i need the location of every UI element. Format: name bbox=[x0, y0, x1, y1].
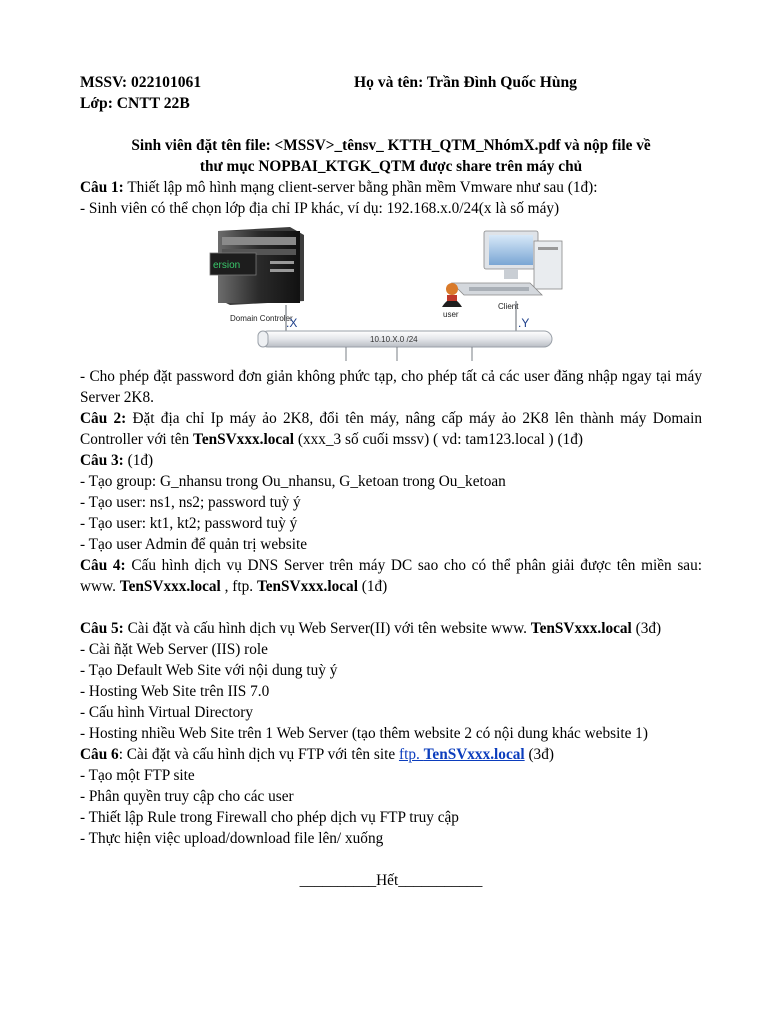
question-6 bbox=[80, 744, 702, 765]
question-5-item: - Hosting Web Site trên IIS 7.0 bbox=[80, 683, 270, 700]
question-5-text: Cài đặt và cấu hình dịch vụ Web Server(II) với tên website www. bbox=[123, 620, 531, 637]
question-3-item: - Tạo user: kt1, kt2; password tuỳ ý bbox=[80, 515, 298, 532]
document-page bbox=[80, 72, 702, 891]
question-2 bbox=[80, 408, 702, 450]
question-3-label: Câu 3: bbox=[80, 452, 124, 469]
question-5-item: - Tạo Default Web Site với nội dung tuỳ ý bbox=[80, 662, 338, 679]
question-1-label: Câu 1: bbox=[80, 179, 124, 196]
question-4-domain-ftp: TenSVxxx.local bbox=[256, 578, 358, 595]
question-6-item: - Tạo một FTP site bbox=[80, 767, 195, 784]
question-3 bbox=[80, 450, 702, 471]
question-3-item: - Tạo user Admin để quản trị website bbox=[80, 536, 307, 553]
user-label: user bbox=[443, 310, 459, 319]
question-5-text-end: (3đ) bbox=[631, 620, 662, 637]
question-5-item: - Cài ñặt Web Server (IIS) role bbox=[80, 641, 268, 658]
ftp-link-prefix: ftp. bbox=[398, 746, 424, 763]
question-4-text-end: (1đ) bbox=[357, 578, 388, 595]
question-4-domain-www: TenSVxxx.local bbox=[119, 578, 221, 595]
server-label: Domain Controler bbox=[230, 314, 293, 323]
question-2-domain: TenSVxxx.local bbox=[193, 431, 295, 448]
question-4 bbox=[80, 555, 702, 597]
question-2-label: Câu 2: bbox=[80, 410, 127, 427]
class-row bbox=[80, 93, 702, 114]
server-icon bbox=[210, 227, 304, 305]
question-1-text: Thiết lập mô hình mạng client-server bằng phần mềm Vmware như sau (1đ): bbox=[123, 179, 598, 196]
question-4-text: Cấu hình dịch vụ DNS Server trên máy DC sao cho có thể phân giải được tên miền sau: www. bbox=[80, 557, 702, 595]
question-6-text: : Cài đặt và cấu hình dịch vụ FTP với tên site bbox=[118, 746, 399, 763]
student-id: MSSV: 022101061 bbox=[80, 74, 202, 91]
question-1 bbox=[80, 177, 702, 198]
question-5-item: - Hosting nhiều Web Site trên 1 Web Server (tạo thêm website 2 có nội dung khác website 1) bbox=[80, 725, 648, 742]
network-label: 10.10.X.0 /24 bbox=[370, 335, 418, 344]
left-ip-label: .X bbox=[286, 316, 298, 330]
question-1-after: - Cho phép đặt password đơn giản không phức tạp, cho phép tất cả các user đăng nhập ngay tại máy Server 2K8. bbox=[80, 368, 702, 406]
document-end: __________Hết___________ bbox=[299, 872, 483, 889]
question-3-points: (1đ) bbox=[123, 452, 154, 469]
question-5-label: Câu 5: bbox=[80, 620, 124, 637]
network-diagram bbox=[80, 221, 702, 366]
question-1-note: - Sinh viên có thể chọn lớp địa chỉ IP khác, ví dụ: 192.168.x.0/24(x là số máy) bbox=[80, 200, 560, 217]
question-6-text-end: (3đ) bbox=[524, 746, 554, 763]
question-6-label: Câu 6 bbox=[80, 746, 119, 763]
question-5-item: - Cấu hình Virtual Directory bbox=[80, 704, 253, 721]
network-diagram-svg bbox=[80, 221, 702, 366]
client-pc-icon bbox=[452, 231, 562, 295]
ftp-link-domain: TenSVxxx.local bbox=[423, 746, 525, 763]
question-4-label: Câu 4: bbox=[80, 557, 126, 574]
question-2-text-end: (xxx_3 số cuối mssv) ( vd: tam123.local ) (1đ) bbox=[294, 431, 583, 448]
question-6-item: - Thiết lập Rule trong Firewall cho phép dịch vụ FTP truy cập bbox=[80, 809, 459, 826]
class-name: Lớp: CNTT 22B bbox=[80, 95, 190, 112]
instruction-line-1: Sinh viên đặt tên file: <MSSV>_tênsv_ KTTH_QTM_NhómX.pdf và nộp file về bbox=[131, 137, 651, 154]
question-4-text-mid: , ftp. bbox=[220, 578, 257, 595]
question-3-item: - Tạo user: ns1, ns2; password tuỳ ý bbox=[80, 494, 301, 511]
server-screen-text: ersion bbox=[213, 260, 241, 271]
right-ip-label: .Y bbox=[518, 316, 530, 330]
client-label: Client bbox=[498, 302, 519, 311]
question-6-item: - Thực hiện việc upload/download file lên/ xuống bbox=[80, 830, 384, 847]
question-6-item: - Phân quyền truy cập cho các user bbox=[80, 788, 294, 805]
instruction bbox=[80, 135, 702, 177]
question-3-item: - Tạo group: G_nhansu trong Ou_nhansu, G_ketoan trong Ou_ketoan bbox=[80, 473, 506, 490]
question-2-text: Đặt địa chỉ Ip máy ảo 2K8, đổi tên máy, nâng cấp máy ảo 2K8 lên thành máy Domain Controller với tên bbox=[80, 410, 702, 448]
student-name: Họ và tên: Trần Đình Quốc Hùng bbox=[354, 74, 577, 91]
header-row bbox=[80, 72, 702, 93]
question-5-domain: TenSVxxx.local bbox=[530, 620, 632, 637]
instruction-line-2: thư mục NOPBAI_KTGK_QTM được share trên máy chủ bbox=[199, 158, 583, 175]
ftp-site-link[interactable] bbox=[399, 746, 525, 763]
question-5 bbox=[80, 618, 702, 639]
